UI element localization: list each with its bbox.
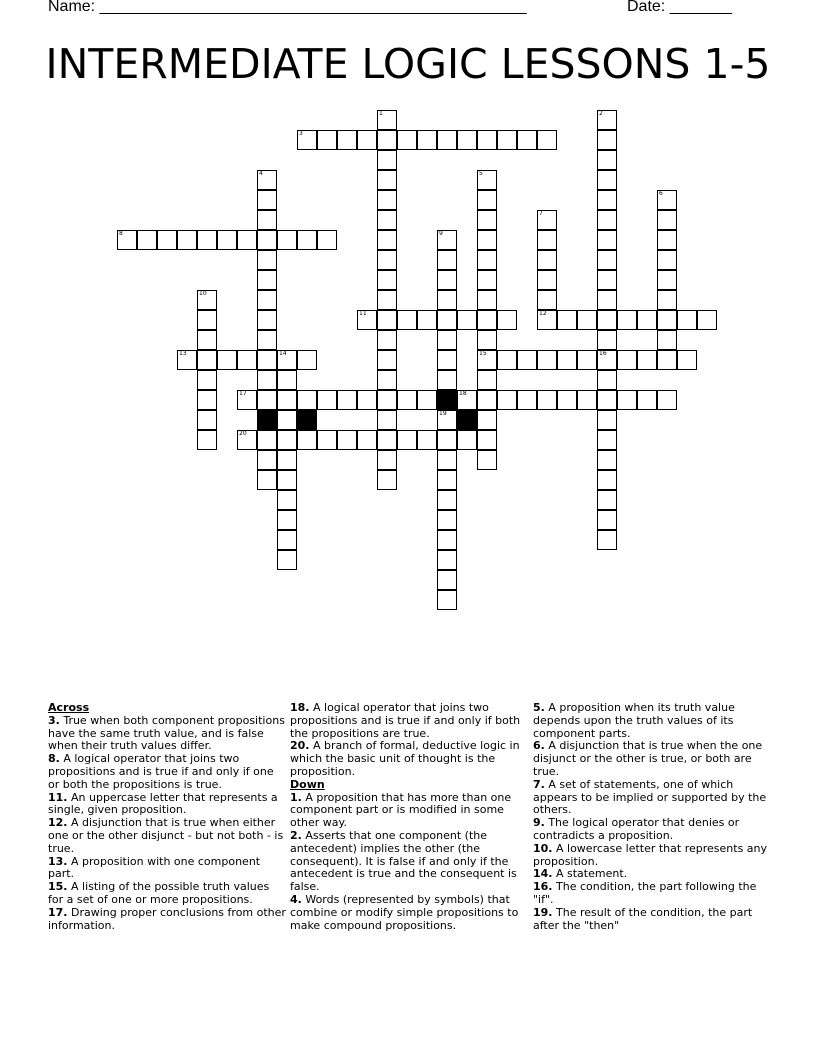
clue-number: 10. [533, 841, 553, 855]
crossword-cell[interactable] [317, 230, 337, 250]
crossword-cell[interactable] [537, 290, 557, 310]
crossword-cell[interactable] [437, 230, 457, 250]
crossword-cell[interactable] [437, 250, 457, 270]
crossword-cell[interactable] [257, 190, 277, 210]
crossword-cell[interactable] [577, 310, 597, 330]
crossword-cell[interactable] [657, 210, 677, 230]
clue-number-label: 5 [479, 170, 483, 177]
crossword-cell[interactable] [297, 430, 317, 450]
crossword-cell[interactable] [277, 390, 297, 410]
crossword-cell[interactable] [597, 490, 617, 510]
clue-number-label: 13 [179, 350, 187, 357]
clue-number: 3. [48, 713, 60, 727]
crossword-cell[interactable] [197, 430, 217, 450]
date-line: _______ [669, 0, 732, 15]
date-label: Date: [627, 0, 666, 15]
crossword-cell[interactable] [437, 290, 457, 310]
clue-number-label: 14 [279, 350, 287, 357]
crossword-cell[interactable] [377, 370, 397, 390]
crossword-cell[interactable] [477, 230, 497, 250]
crossword-cell[interactable] [637, 350, 657, 370]
crossword-cell[interactable] [597, 190, 617, 210]
crossword-cell[interactable] [197, 230, 217, 250]
clue-item [48, 856, 286, 882]
clue-number: 4. [290, 892, 302, 906]
clue-item [533, 702, 771, 740]
crossword-cell[interactable] [477, 290, 497, 310]
crossword-cell[interactable] [677, 310, 697, 330]
crossword-cell[interactable] [697, 310, 717, 330]
crossword-cell[interactable] [557, 310, 577, 330]
crossword-cell[interactable] [277, 410, 297, 430]
crossword-cell[interactable] [257, 250, 277, 270]
clue-number-label: 7 [539, 210, 543, 217]
clue-number: 18. [290, 701, 310, 714]
crossword-cell[interactable] [437, 370, 457, 390]
clue-number-label: 20 [239, 430, 247, 437]
crossword-cell[interactable] [537, 130, 557, 150]
clue-item [533, 817, 771, 843]
clue-number-label: 12 [539, 310, 547, 317]
crossword-cell[interactable] [277, 230, 297, 250]
crossword-cell[interactable] [377, 450, 397, 470]
crossword-cell[interactable] [477, 370, 497, 390]
clue-item [48, 907, 286, 933]
crossword-cell[interactable] [537, 250, 557, 270]
crossword-cell[interactable] [257, 350, 277, 370]
clue-item [533, 740, 771, 778]
clue-item [48, 792, 286, 818]
crossword-cell[interactable] [597, 390, 617, 410]
crossword-cell[interactable] [137, 230, 157, 250]
crossword-cell[interactable] [577, 350, 597, 370]
clue-text: True when both component propositions have the same truth value, and is false when their truth values differ. [48, 713, 285, 753]
crossword-cell[interactable] [377, 130, 397, 150]
clue-number: 1. [290, 790, 302, 804]
crossword-cell[interactable] [597, 110, 617, 130]
crossword-cell[interactable] [257, 330, 277, 350]
clue-text: A disjunction that is true when either one or the other disjunct - but not both - is true. [48, 816, 284, 855]
crossword-cell[interactable] [317, 430, 337, 450]
clue-number: 2. [290, 828, 302, 842]
clue-number-label: 2 [599, 110, 603, 117]
crossword-cell[interactable] [217, 350, 237, 370]
crossword-cell[interactable] [457, 390, 477, 410]
crossword-cell[interactable] [657, 190, 677, 210]
clue-number-label: 18 [459, 390, 467, 397]
crossword-cell[interactable] [657, 350, 677, 370]
clue-number-label: 10 [199, 290, 207, 297]
crossword-cell[interactable] [437, 510, 457, 530]
crossword-block-cell [437, 390, 457, 410]
crossword-cell[interactable] [497, 130, 517, 150]
clue-column-3 [533, 702, 771, 932]
name-line: ________________________________________________ [99, 0, 527, 15]
crossword-cell[interactable] [537, 210, 557, 230]
clue-text: A statement. [552, 867, 628, 881]
clue-item [48, 817, 286, 855]
crossword-cell[interactable] [257, 290, 277, 310]
crossword-cell[interactable] [437, 130, 457, 150]
crossword-cell[interactable] [197, 370, 217, 390]
clue-number-label: 17 [239, 390, 247, 397]
crossword-cell[interactable] [257, 370, 277, 390]
clue-number: 14. [533, 867, 553, 881]
crossword-cell[interactable] [657, 310, 677, 330]
clue-column-1 [48, 702, 286, 932]
crossword-cell[interactable] [477, 250, 497, 270]
crossword-cell[interactable] [597, 370, 617, 390]
clue-text: The logical operator that denies or contradicts a proposition. [533, 816, 740, 842]
crossword-cell[interactable] [397, 430, 417, 450]
clue-text: A disjunction that is true when the one disjunct or the other is true, or both are true. [533, 739, 763, 778]
crossword-cell[interactable] [517, 130, 537, 150]
clue-number-label: 6 [659, 190, 663, 197]
crossword-cell[interactable] [237, 390, 257, 410]
crossword-cell[interactable] [657, 290, 677, 310]
crossword-cell[interactable] [377, 230, 397, 250]
crossword-cell[interactable] [297, 230, 317, 250]
crossword-cell[interactable] [637, 390, 657, 410]
crossword-cell[interactable] [597, 290, 617, 310]
crossword-cell[interactable] [597, 170, 617, 190]
crossword-cell[interactable] [357, 130, 377, 150]
crossword-cell[interactable] [417, 310, 437, 330]
clue-number-label: 4 [259, 170, 263, 177]
clue-number: 5. [533, 701, 545, 714]
crossword-cell[interactable] [597, 270, 617, 290]
crossword-cell[interactable] [477, 430, 497, 450]
crossword-cell[interactable] [437, 310, 457, 330]
clue-number: 7. [533, 777, 545, 791]
crossword-cell[interactable] [437, 530, 457, 550]
crossword-cell[interactable] [377, 170, 397, 190]
crossword-cell[interactable] [197, 410, 217, 430]
crossword-cell[interactable] [657, 230, 677, 250]
name-label: Name: [48, 0, 96, 15]
clue-number: 12. [48, 816, 68, 830]
crossword-cell[interactable] [437, 270, 457, 290]
clue-number-label: 19 [439, 410, 447, 417]
clue-number: 15. [48, 880, 68, 894]
clue-number-label: 15 [479, 350, 487, 357]
crossword-cell[interactable] [657, 250, 677, 270]
clue-column-2 [290, 702, 526, 932]
clue-item [533, 843, 771, 869]
crossword-cell[interactable] [377, 270, 397, 290]
crossword-cell[interactable] [317, 130, 337, 150]
crossword-cell[interactable] [597, 210, 617, 230]
crossword-cell[interactable] [477, 190, 497, 210]
clue-item [533, 907, 771, 933]
crossword-cell[interactable] [437, 590, 457, 610]
crossword-cell[interactable] [377, 350, 397, 370]
crossword-cell[interactable] [657, 390, 677, 410]
crossword-cell[interactable] [477, 410, 497, 430]
clue-number: 9. [533, 816, 545, 830]
clue-item [290, 792, 526, 830]
clue-number: 8. [48, 752, 60, 766]
crossword-cell[interactable] [437, 570, 457, 590]
crossword-cell[interactable] [477, 350, 497, 370]
crossword-cell[interactable] [477, 310, 497, 330]
crossword-cell[interactable] [457, 130, 477, 150]
clue-text: The condition, the part following the "if". [533, 880, 757, 906]
crossword-cell[interactable] [217, 230, 237, 250]
clue-text: A proposition that has more than one component part or is modified in some other way. [290, 790, 512, 830]
page-title: INTERMEDIATE LOGIC LESSONS 1-5 [45, 40, 771, 88]
crossword-cell[interactable] [437, 410, 457, 430]
crossword-cell[interactable] [277, 370, 297, 390]
crossword-cell[interactable] [477, 170, 497, 190]
crossword-cell[interactable] [377, 430, 397, 450]
crossword-cell[interactable] [257, 170, 277, 190]
crossword-cell[interactable] [477, 270, 497, 290]
crossword-cell[interactable] [477, 450, 497, 470]
crossword-cell[interactable] [677, 350, 697, 370]
clue-text: Asserts that one component (the antecedent) implies the other (the consequent). It is false if and only if the antecedent is true and the consequent is false. [290, 828, 517, 894]
crossword-cell[interactable] [177, 350, 197, 370]
crossword-cell[interactable] [657, 270, 677, 290]
crossword-cell[interactable] [297, 350, 317, 370]
crossword-cell[interactable] [597, 450, 617, 470]
crossword-cell[interactable] [617, 350, 637, 370]
crossword-cell[interactable] [437, 550, 457, 570]
crossword-cell[interactable] [377, 190, 397, 210]
clue-number-label: 3 [299, 130, 303, 137]
crossword-cell[interactable] [597, 250, 617, 270]
crossword-cell[interactable] [497, 390, 517, 410]
clue-item [290, 740, 526, 778]
crossword-cell[interactable] [437, 430, 457, 450]
clue-text: A proposition when its truth value depends upon the truth values of its component parts. [533, 701, 735, 740]
crossword-cell[interactable] [557, 350, 577, 370]
crossword-cell[interactable] [317, 390, 337, 410]
crossword-cell[interactable] [437, 350, 457, 370]
crossword-cell[interactable] [197, 350, 217, 370]
clue-text: A lowercase letter that represents any proposition. [533, 841, 768, 868]
crossword-cell[interactable] [377, 210, 397, 230]
crossword-block-cell [297, 410, 317, 430]
clue-number: 11. [48, 790, 68, 804]
crossword-cell[interactable] [597, 470, 617, 490]
crossword-cell[interactable] [477, 330, 497, 350]
crossword-cell[interactable] [597, 330, 617, 350]
crossword-cell[interactable] [597, 410, 617, 430]
crossword-cell[interactable] [457, 310, 477, 330]
clue-item [290, 894, 526, 932]
clue-number-label: 11 [359, 310, 367, 317]
crossword-cell[interactable] [257, 230, 277, 250]
crossword-cell[interactable] [417, 130, 437, 150]
clue-number-label: 16 [599, 350, 607, 357]
clue-number: 17. [48, 905, 68, 919]
crossword-cell[interactable] [257, 430, 277, 450]
crossword-cell[interactable] [397, 390, 417, 410]
crossword-cell[interactable] [357, 390, 377, 410]
crossword-cell[interactable] [437, 330, 457, 350]
clue-section-heading: Across [48, 701, 90, 714]
crossword-cell[interactable] [237, 350, 257, 370]
clue-number: 19. [533, 905, 553, 919]
crossword-cell[interactable] [477, 130, 497, 150]
crossword-cell[interactable] [237, 230, 257, 250]
clue-item [48, 715, 286, 753]
clue-text: The result of the condition, the part after the "then" [533, 905, 753, 932]
clue-text: A logical operator that joins two propositions and is true if and only if one or both the propositions is true. [48, 752, 274, 791]
crossword-cell[interactable] [337, 130, 357, 150]
crossword-cell[interactable] [517, 350, 537, 370]
clue-number-label: 1 [379, 110, 383, 117]
clue-text: A listing of the possible truth values for a set of one or more propositions. [48, 880, 270, 906]
crossword-cell[interactable] [417, 430, 437, 450]
crossword-cell[interactable] [397, 310, 417, 330]
crossword-cell[interactable] [257, 270, 277, 290]
crossword-cell[interactable] [377, 150, 397, 170]
crossword-cell[interactable] [657, 330, 677, 350]
crossword-cell[interactable] [477, 390, 497, 410]
crossword-cell[interactable] [377, 110, 397, 130]
clue-item [533, 881, 771, 907]
clue-item [533, 779, 771, 817]
clue-section-heading: Down [290, 777, 325, 791]
crossword-cell[interactable] [617, 390, 637, 410]
crossword-cell[interactable] [337, 430, 357, 450]
crossword-cell[interactable] [597, 310, 617, 330]
crossword-cell[interactable] [597, 530, 617, 550]
crossword-cell[interactable] [497, 350, 517, 370]
crossword-cell[interactable] [237, 430, 257, 450]
crossword-cell[interactable] [437, 490, 457, 510]
crossword-cell[interactable] [277, 470, 297, 490]
crossword-cell[interactable] [277, 450, 297, 470]
clue-text: A branch of formal, deductive logic in which the basic unit of thought is the proposition. [290, 739, 520, 778]
crossword-cell[interactable] [177, 230, 197, 250]
crossword-cell[interactable] [437, 450, 457, 470]
clue-item [48, 753, 286, 791]
crossword-cell[interactable] [377, 330, 397, 350]
crossword-cell[interactable] [277, 430, 297, 450]
clue-text: Words (represented by symbols) that combine or modify simple propositions to make compound propositions. [290, 892, 519, 932]
crossword-cell[interactable] [437, 470, 457, 490]
clue-number-label: 9 [439, 230, 443, 237]
crossword-cell[interactable] [337, 390, 357, 410]
clue-number: 13. [48, 854, 68, 868]
clue-number: 20. [290, 739, 310, 753]
crossword-cell[interactable] [357, 430, 377, 450]
clue-text: Drawing proper conclusions from other information. [48, 905, 286, 932]
crossword-cell[interactable] [357, 310, 377, 330]
crossword-cell[interactable] [597, 130, 617, 150]
crossword-block-cell [257, 410, 277, 430]
crossword-cell[interactable] [377, 410, 397, 430]
crossword-cell[interactable] [277, 530, 297, 550]
crossword-cell[interactable] [537, 390, 557, 410]
clue-number: 6. [533, 739, 545, 753]
crossword-cell[interactable] [257, 470, 277, 490]
crossword-cell[interactable] [637, 310, 657, 330]
crossword-cell[interactable] [477, 210, 497, 230]
crossword-cell[interactable] [117, 230, 137, 250]
clue-number-label: 8 [119, 230, 123, 237]
crossword-cell[interactable] [257, 390, 277, 410]
crossword-cell[interactable] [597, 510, 617, 530]
crossword-cell[interactable] [197, 310, 217, 330]
crossword-cell[interactable] [257, 450, 277, 470]
crossword-cell[interactable] [597, 350, 617, 370]
crossword-cell[interactable] [457, 430, 477, 450]
crossword-cell[interactable] [537, 270, 557, 290]
clue-item [290, 702, 526, 740]
clue-text: A logical operator that joins two propositions and is true if and only if both the propositions are true. [290, 701, 521, 740]
crossword-cell[interactable] [377, 290, 397, 310]
crossword-cell[interactable] [257, 210, 277, 230]
crossword-cell[interactable] [537, 230, 557, 250]
crossword-cell[interactable] [377, 470, 397, 490]
crossword-cell[interactable] [517, 390, 537, 410]
crossword-cell[interactable] [197, 390, 217, 410]
clue-item [48, 881, 286, 907]
crossword-cell[interactable] [597, 230, 617, 250]
crossword-cell[interactable] [577, 390, 597, 410]
crossword-cell[interactable] [417, 390, 437, 410]
crossword-cell[interactable] [397, 130, 417, 150]
crossword-cell[interactable] [537, 350, 557, 370]
crossword-cell[interactable] [537, 310, 557, 330]
crossword-cell[interactable] [197, 330, 217, 350]
crossword-cell[interactable] [377, 250, 397, 270]
crossword-cell[interactable] [557, 390, 577, 410]
crossword-cell[interactable] [277, 550, 297, 570]
crossword-cell[interactable] [597, 150, 617, 170]
crossword-cell[interactable] [497, 310, 517, 330]
crossword-cell[interactable] [277, 490, 297, 510]
crossword-cell[interactable] [277, 350, 297, 370]
crossword-cell[interactable] [377, 390, 397, 410]
crossword-cell[interactable] [257, 310, 277, 330]
crossword-cell[interactable] [197, 290, 217, 310]
crossword-cell[interactable] [297, 130, 317, 150]
clue-text: A proposition with one component part. [48, 854, 261, 881]
crossword-cell[interactable] [597, 430, 617, 450]
crossword-cell[interactable] [157, 230, 177, 250]
crossword-block-cell [457, 410, 477, 430]
crossword-cell[interactable] [277, 510, 297, 530]
clue-number: 16. [533, 880, 553, 894]
clue-text: A set of statements, one of which appears to be implied or supported by the others. [533, 777, 767, 817]
crossword-cell[interactable] [617, 310, 637, 330]
clue-item [290, 830, 526, 894]
crossword-cell[interactable] [297, 390, 317, 410]
clue-text: An uppercase letter that represents a single, given proposition. [48, 790, 278, 817]
crossword-cell[interactable] [377, 310, 397, 330]
